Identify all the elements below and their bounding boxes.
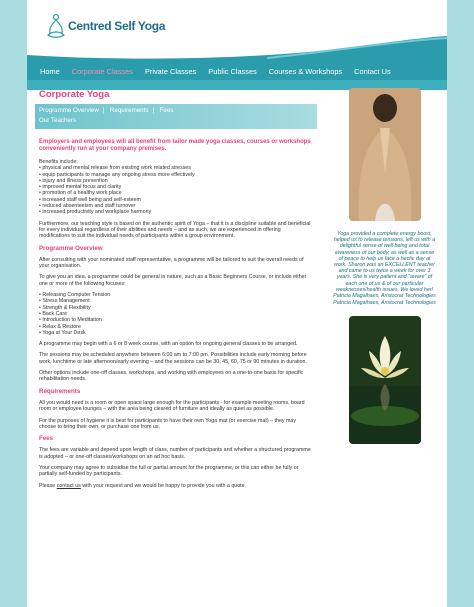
- page: [27, 0, 447, 607]
- paragraph: The fees are variable and depend upon length of class, number of participants and whether a structured programme is adopted – or one-off classes/workshops on an ad hoc basis.: [39, 447, 311, 460]
- brand-name: Centred Self Yoga: [68, 19, 166, 33]
- list-item: • Introduction to Meditation: [39, 317, 313, 323]
- list-item: • improved mental focus and clarity: [39, 184, 313, 190]
- paragraph: Your company may agree to subsidise the full or partial amount for the programme, or this can either be fully or partially self-funded by participants.: [39, 464, 299, 478]
- nav-contact-us[interactable]: Contact Us: [354, 66, 391, 76]
- header: [27, 0, 447, 62]
- list-item: • physical and mental release from existing work related stresses: [39, 165, 313, 171]
- subnav-our-teachers[interactable]: Our Teachers: [39, 117, 77, 124]
- sub-nav: [35, 104, 317, 129]
- paragraph: To give you an idea, a programme could be general in nature, such as a Basic Beginners Course, or include either one or more of the following focuses:: [39, 274, 307, 287]
- benefits-intro: Benefits include:: [39, 159, 78, 165]
- sidebar: [332, 88, 437, 444]
- paragraph: After consulting with your nominated staff representative, a programme will be tailored to suit the overall needs of your organisation.: [39, 256, 304, 270]
- paragraph: A programme may begin with a 6 or 8 week course, with an option for ongoing general classes to be arranged.: [39, 341, 298, 348]
- testimonial-quote: [332, 231, 437, 306]
- focus-list: [39, 292, 313, 336]
- subnav-separator: |: [152, 107, 155, 114]
- testimonial-author: Patricia Magalhaes, Aristocrat Technologies: [333, 300, 436, 307]
- subnav-separator: |: [102, 107, 105, 114]
- paragraph-contact: [39, 483, 313, 489]
- list-item: • Stress Management: [39, 298, 313, 304]
- article: [35, 139, 317, 489]
- contact-text-post: with your request and we would be happy to provide you with a quote.: [82, 482, 247, 489]
- list-item: • injury and illness prevention: [39, 178, 313, 184]
- list-item: • increased staff well being and self-esteem: [39, 197, 313, 203]
- nav-home[interactable]: Home: [40, 66, 60, 76]
- heading-requirements: Requirements: [39, 387, 81, 395]
- main-nav: [27, 62, 447, 80]
- lead-paragraph: Employers and employees will all benefit from tailor made yoga classes, courses or workshops conveniently run at your company premises.: [39, 139, 311, 152]
- lotus-logo-icon: [47, 13, 65, 39]
- nav-private-classes[interactable]: Private Classes: [144, 66, 197, 76]
- page-title: Corporate Yoga: [39, 89, 110, 100]
- subnav-requirements[interactable]: Requirements: [109, 107, 149, 114]
- list-item: • promotion of a healthy work place: [39, 190, 313, 196]
- paragraph: Furthermore, our teaching style is based on the authentic spirit of Yoga – that it is a discipline suitable and beneficial for every individual regardless of their abilities and needs – and as such, we are experienced in offering modifications to suit the individual needs of participants within a group environment.: [39, 220, 311, 240]
- paragraph: Other options include one-off classes, workshops, and working with employees on a one-to-one basis for specific rehabilitation needs.: [39, 370, 304, 383]
- subnav-programme-overview[interactable]: Programme Overview: [39, 107, 99, 114]
- list-item: • increased productivity and workplace harmony: [39, 209, 313, 215]
- contact-us-link[interactable]: contact us: [56, 482, 81, 489]
- yoga-pose-image: [349, 88, 421, 221]
- testimonial-text: Yoga provided a complete energy boost, helped us to release tensions, left us with a delightful sense of well being and total awareness of our body, as well as a sense of peace to help us face a hectic day at work. Sharon was an EXCELLENT teacher and came to us twice a week for over 3 years. She is very patient and "aware" of each one of us & of our particular weaknesses/health issues. We loved her! Patricia Magalhaes, Aristocrat Technologies: [333, 231, 436, 300]
- list-item: • Back Care: [39, 311, 313, 317]
- nav-corporate-classes[interactable]: Corporate Classes: [71, 66, 133, 76]
- lotus-flower-image: [349, 316, 421, 444]
- list-item: • equip participants to manage any ongoing stress more effectively: [39, 172, 313, 178]
- main-content: [35, 84, 317, 494]
- paragraph: All you would need is a room or open space large enough for the participants - for example meeting rooms, board room or employee lounges – with the area being cleared of furniture and ideally as quiet as possible.: [39, 399, 305, 413]
- subnav-fees[interactable]: Fees: [159, 107, 174, 114]
- nav-courses-workshops[interactable]: Courses & Workshops: [268, 66, 343, 76]
- list-item: • Yoga at Your Desk: [39, 330, 313, 336]
- heading-fees: Fees: [39, 435, 54, 443]
- list-item: • Relax & Restore: [39, 324, 313, 330]
- paragraph: For the purposes of hygiene it is best for participants to have their own Yoga mat (or exercise mat) – they may choose to bring their own, or purchase one from us.: [39, 417, 297, 430]
- list-item: • Strength & Flexibility: [39, 305, 313, 311]
- benefits-list: [39, 165, 313, 215]
- contact-text-pre: Please: [39, 482, 56, 489]
- list-item: • reduced absenteeism and staff turnover: [39, 203, 313, 209]
- list-item: • Releasing Computer Tension: [39, 292, 313, 298]
- heading-programme-overview: Programme Overview: [39, 244, 103, 252]
- logo[interactable]: [47, 13, 165, 39]
- nav-public-classes[interactable]: Public Classes: [208, 66, 257, 76]
- paragraph: The sessions may be scheduled anywhere between 6:00 am to 7:00 pm. Possibilities include early morning before work, lunchtime or late afternoon/early evening – and the sessions can be 30, 45, 60, 75 or 90 minutes in duration.: [39, 352, 307, 365]
